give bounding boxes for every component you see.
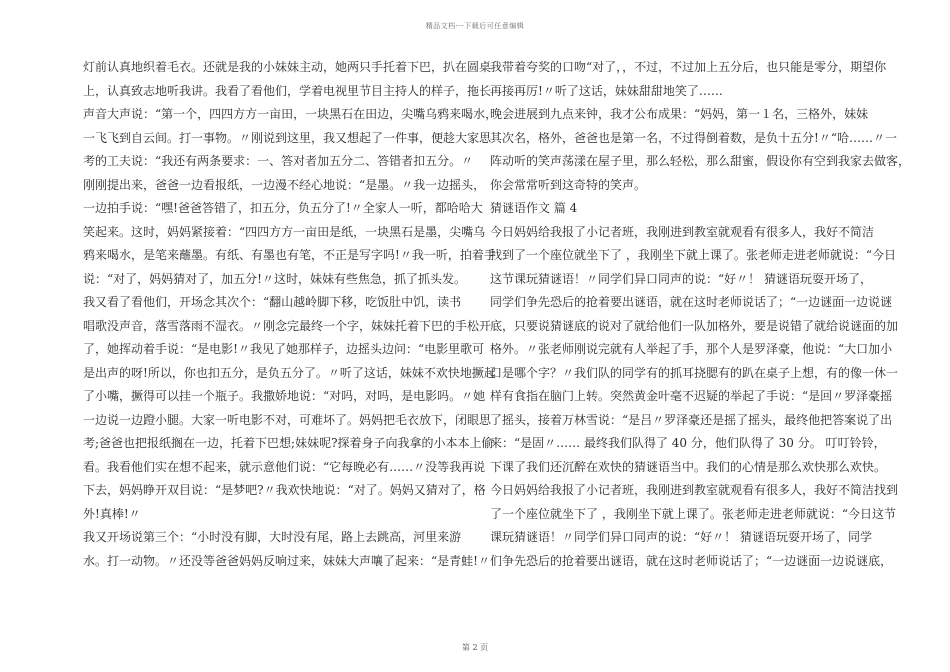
text-line: 底，只要说猜谜底的说对了就给他们一队加格外，要是说错了就给说谜面的加 [490, 318, 899, 333]
text-line: 下课了我们还沉醉在欢快的猜谜语当中。我们的心情是那么欢快那么欢快。 [490, 459, 887, 474]
text-line: 了一个座位就坐下了 ，我刚坐下就上课了。张老师走进老师就说：“今日这节 [490, 506, 896, 521]
text-line: 说：“对了，妈妈猜对了，加五分!〃这时，妹妹有些焦急，抓了抓头发。 [83, 271, 466, 286]
text-line: 是出声的呀!所以，你也扣五分，是负五分了。〃听了这话，妹妹不欢快地撅起 [83, 365, 496, 380]
text-line: 一边说一边蹬小腿。大家一听电影不对，可难坏了。妈妈把毛衣放下，闭眼思 [83, 412, 492, 427]
section-heading: 猜谜语作文 篇 4 [490, 201, 578, 215]
text-line: 考;爸爸也把报纸搁在一边，托着下巴想;妹妹呢?探着身子向我拿的小本本上偷 [83, 436, 494, 450]
text-line: 考的工夫说：“我还有两条要求：一、答对者加五分二、答错者扣五分。〃 [83, 154, 474, 168]
text-line: 同学们争先恐后的抢着要出谜语，就在这时老师说话了；“一边谜面一边说谜 [490, 295, 893, 309]
text-line: 今日妈妈给我报了小记者班，我刚进到教室就观看有很多人，我好不简洁 [490, 224, 875, 239]
page-header: 精品文档---下载后可任意编辑 [425, 22, 525, 30]
text-line: 们争先恐后的抢着要出谜语，就在这时老师说话了；“一边谜面一边说谜底， [490, 553, 893, 568]
left-text-column [83, 56, 498, 573]
text-line: 外!真棒!〃 [83, 506, 141, 521]
text-line: 其次名，格外，爸爸也是第一名，不过得倒着数，是负十五分!〃“哈……〃一 [490, 130, 897, 145]
text-line: 刚刚提出来，爸爸一边看报纸，一边漫不经心地说：“是墨。〃我一边摇头， [83, 177, 486, 192]
text-line: 上，认真致志地听我讲。我看了看他们，学着电视里节目主持人的样子，拖长 [83, 83, 492, 98]
text-line: 找到了一个座位就坐下了 ，我刚坐下就上课了。张老师走进老师就说：“今日 [490, 248, 896, 262]
text-line: 我带着夸奖的口吻“对了，，不过，不过加上五分后，也只能是零分，期望你 [490, 60, 887, 74]
text-line: 你会常常听到这奇特的笑声。 [490, 177, 647, 192]
text-line: 看。我看他们实在想不起来，就示意他们说：“它每晚必有……〃没等我再说 [83, 459, 486, 474]
text-line: 再接再厉!〃听了这话，妹妹甜甜地笑了…… [490, 83, 723, 98]
text-line: 格外。〃张老师刚说完就有人举起了手，那个人是罗泽豪，他说：“大口加小 [490, 342, 893, 356]
text-line: 了小嘴，撅得可以挂一个瓶子。我撒娇地说：“对吗，对吗，是电影吗。〃她 [83, 389, 486, 403]
text-line: 声音大声说：“第一个，四四方方一亩田，一块黑石在田边，尖嘴乌鸦来喝水， [83, 107, 498, 121]
text-line: 今日妈妈给我报了小记者班，我刚进到教室就观看有很多人，我好不简洁找到 [490, 483, 899, 497]
text-line: 来：“是固〃…… 最终我们队得了 40 分，他们队得了 30 分。 叮叮铃铃， [490, 436, 886, 450]
text-line: 晚会进展到九点来钟，我才公布成果：“妈妈，第一１名，三格外，妹妹 [490, 107, 869, 121]
page-number: 第 2 页 [461, 643, 489, 652]
text-line: 课玩猜谜语！〃同学们异口同声的说：“好〃！ 猜谜语玩耍开场了，同学 [490, 530, 872, 544]
text-line: 下去，妈妈睁开双目说：“是梦吧?〃我欢快地说：“对了。妈妈又猜对了，格 [83, 483, 486, 497]
right-text-column [490, 56, 911, 573]
text-line: 我又看了看他们，开场念其次个：“翻山越岭脚下移，吃饭肚中饥，读书 [83, 295, 462, 309]
text-line: 水。打一动物。〃还没等爸爸妈妈反响过来，妹妹大声嚷了起来：“是青蛙!〃 [83, 553, 490, 568]
text-line: 这节课玩猜谜语！〃同学们异口同声的说：“好〃！ 猜谜语玩耍开场了， [490, 271, 872, 286]
text-line: 口是哪个字？〃我们队的同学有的抓耳挠腮有的趴在桌子上想，有的像一休一 [490, 365, 899, 380]
text-line: 了摇头，接着万林雪说：“是吕〃罗泽豪还是摇了摇头，最终他把答案说了出 [490, 412, 893, 427]
text-line: 鸦来喝水，是笔来蘸墨。有纸、有墨也有笔，不正是写字吗!〃我一听，拍着手 [83, 248, 496, 262]
text-line: 一边拍手说：“嘿!爸爸答错了，扣五分，负五分了!〃全家人一听，都哈哈大 [83, 201, 483, 215]
text-line: 我又开场说第三个：“小时没有脚，大时没有尾，路上去跳高，河里来游 [83, 530, 462, 544]
text-line: 阵动听的笑声荡漾在屋子里，那么轻松，那么甜蜜，假设你有空到我家去做客， [490, 154, 911, 168]
text-line: 笑起来。这时，妈妈紧接着：“四四方方一亩田是纸，一块黑石是墨，尖嘴乌 [83, 224, 486, 239]
text-line: 一飞飞到自云间。打一事物。〃刚说到这里，我又想起了一件事，便趁大家思 [83, 130, 492, 145]
text-line: 样有食指在脑门上转。突然黄金叶毫不迟疑的举起了手说：“是回〃罗泽豪摇 [490, 389, 893, 403]
text-line: 灯前认真地织着毛衣。还就是我的小妹妹主动，她两只手托着下巴，扒在圆桌 [83, 60, 492, 74]
text-line: 了，她挥动着手说：“是电影!〃我见了她那样子，边摇头边问：“电影里歌可 [83, 342, 485, 356]
text-line: 唱歌没声音，落雪落雨不湿衣。〃刚念完最终一个字，妹妹托着下巴的手松开 [83, 318, 492, 333]
